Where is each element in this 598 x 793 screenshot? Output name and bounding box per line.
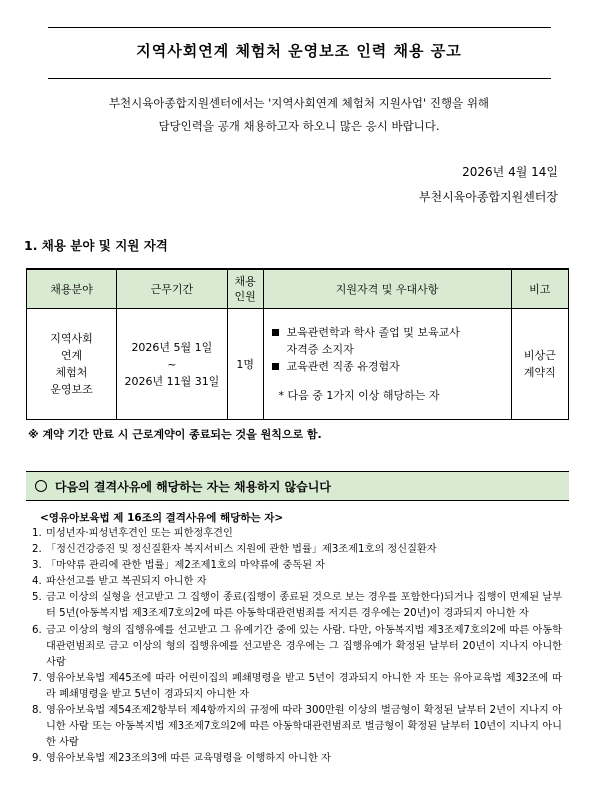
item-text: 「마약류 관리에 관한 법률」제2조제1호의 마약류에 중독된 자 <box>46 560 326 572</box>
qual-item <box>272 358 511 375</box>
remark-line: 계약직 <box>523 366 556 379</box>
title-underline <box>48 78 551 79</box>
item-number: 8. <box>32 705 42 717</box>
col-header-count: 채용 인원 <box>227 269 263 309</box>
square-bullet-icon <box>272 329 279 336</box>
period-separator: ~ <box>167 357 177 371</box>
intro-line-1: 부천시육아종합지원센터에서는 '지역사회연계 체험처 지원사업' 진행을 위해 <box>108 96 490 110</box>
item-text: 미성년자·피성년후견인 또는 피한정후견인 <box>46 528 233 539</box>
cell-count: 1명 <box>227 309 263 420</box>
item-number: 5. <box>32 592 42 604</box>
item-text: 금고 이상의 실형을 선고받고 그 집행이 종료(집행이 종료된 것으로 보는 경우를 포함한다)되거나 집행이 면제된 날부터 5년(아동복지법 제3조제7호의2에 따른 아동학대관련범죄를 저지른 경우에는 20년)이 경과되지 아니한 자 <box>46 592 562 620</box>
item-text: 「정신건강증진 및 정신질환자 복지서비스 지원에 관한 법률」제3조제1호의 정신질환자 <box>46 544 437 556</box>
contract-note: ※ 계약 기간 만료 시 근로계약이 종료되는 것을 원칙으로 함. <box>28 428 322 441</box>
qual-item <box>272 324 511 341</box>
qual-text: 보육관련학과 학사 졸업 및 보육교사 <box>286 326 460 339</box>
disqualification-list <box>32 526 562 767</box>
field-line: 체험처 <box>55 366 88 379</box>
remark-line: 비상근 <box>523 349 556 362</box>
circle-bullet-icon <box>35 480 47 492</box>
list-item <box>32 671 562 703</box>
item-number: 3. <box>32 560 42 572</box>
quals-note: * 다음 중 1가지 이상 해당하는 자 <box>278 389 440 402</box>
list-item <box>32 623 562 671</box>
item-number: 2. <box>32 544 42 556</box>
section-heading-recruitment: 1. 채용 분야 및 지원 자격 <box>24 238 168 253</box>
col-header-period: 근무기간 <box>116 269 227 309</box>
page-title: 지역사회연계 체험처 운영보조 인력 채용 공고 <box>136 42 462 60</box>
list-item <box>32 703 562 751</box>
col-header-remark: 비고 <box>511 269 568 309</box>
list-item <box>32 526 562 542</box>
item-number: 1. <box>32 528 42 539</box>
cell-quals <box>263 309 511 420</box>
law-title: <영유아보육법 제 16조의 결격사유에 해당하는 자> <box>40 512 284 524</box>
square-bullet-icon <box>272 363 279 370</box>
item-text: 금고 이상의 형의 집행유예를 선고받고 그 유예기간 중에 있는 사람. 다만, 아동복지법 제3조제7호의2에 따른 아동학대관련범죄로 금고 이상의 형의 집행유예를 선고받은 경우에는 그 집행유예가 확정된 날부터 20년이 지나지 아니한 사람 <box>46 624 562 668</box>
item-number: 9. <box>32 753 42 765</box>
list-item <box>32 558 562 574</box>
intro-line-2: 담당인력을 공개 채용하고자 하오니 많은 응시 바랍니다. <box>158 119 440 133</box>
field-line: 연계 <box>60 349 83 362</box>
qual-item-continued: 자격증 소지자 <box>286 343 354 356</box>
col-header-field: 채용분야 <box>27 269 117 309</box>
banner-text: 다음의 결격사유에 해당하는 자는 채용하지 않습니다 <box>55 479 331 494</box>
item-text: 영유아보육법 제54조제2항부터 제4항까지의 규정에 따라 300만원 이상의 벌금형이 확정된 날부터 2년이 지나지 아니한 사람 또는 아동복지법 제3조제7호의2에 따른 아동학대관련범죄로 벌금형이 확정된 날부터 10년이 지나지 아니한 사람 <box>46 705 562 749</box>
intro-text <box>0 92 598 138</box>
list-item <box>32 751 562 767</box>
notice-date: 2026년 4월 14일 <box>462 165 558 179</box>
col-header-quals: 지원자격 및 우대사항 <box>263 269 511 309</box>
disqualification-banner <box>26 471 569 501</box>
list-item <box>32 542 562 558</box>
cell-period <box>116 309 227 420</box>
item-number: 6. <box>32 624 42 636</box>
cell-remark <box>511 309 568 420</box>
period-start: 2026년 5월 1일 <box>131 340 213 354</box>
list-item <box>32 590 562 622</box>
item-text: 영유아보육법 제23조의3에 따른 교육명령을 이행하지 아니한 자 <box>46 753 331 765</box>
top-rule <box>48 27 551 28</box>
table-row <box>27 309 569 420</box>
list-item <box>32 574 562 590</box>
item-number: 4. <box>32 576 42 588</box>
cell-field <box>27 309 117 420</box>
item-text: 영유아보육법 제45조에 따라 어린이집의 폐쇄명령을 받고 5년이 경과되지 아니한 자 또는 유아교육법 제32조에 따라 폐쇄명령을 받고 5년이 경과되지 아니한 자 <box>46 672 562 700</box>
table-header-row <box>27 269 569 309</box>
item-number: 7. <box>32 672 42 684</box>
notice-signature: 부천시육아종합지원센터장 <box>418 190 558 204</box>
qual-text: 교육관련 직종 유경험자 <box>286 360 400 373</box>
item-text: 파산선고를 받고 복권되지 아니한 자 <box>46 576 207 588</box>
recruitment-table <box>26 268 569 420</box>
field-line: 운영보조 <box>50 383 93 396</box>
period-end: 2026년 11월 31일 <box>124 374 220 388</box>
field-line: 지역사회 <box>50 332 93 345</box>
